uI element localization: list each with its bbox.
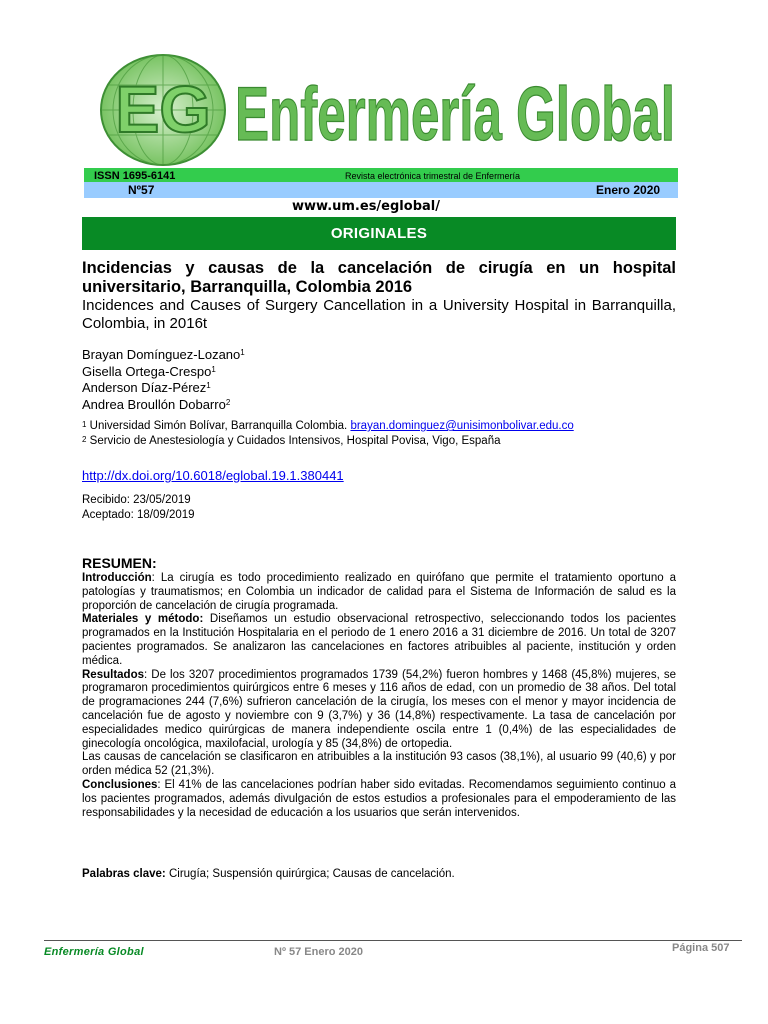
issue-number: Nº57 [128, 183, 155, 197]
issue-bar [84, 182, 678, 198]
journal-subtitle: Revista electrónica trimestral de Enfermería [345, 171, 521, 181]
author: Brayan Domínguez-Lozano$^1$ [82, 347, 245, 362]
received-date: Recibido: 23/05/2019 [82, 494, 191, 506]
author-list [82, 347, 482, 413]
doi-link[interactable]: http://dx.doi.org/10.6018/eglobal.19.1.380441 [82, 468, 344, 483]
journal-url[interactable]: www.um.es/eglobal/ [292, 199, 440, 214]
affiliation: $^1$ Universidad Simón Bolívar, Barranquilla Colombia. brayan.dominguez@unisimonbolivar.edu.co [82, 420, 574, 432]
globe-logo-icon [96, 50, 231, 168]
affiliation: $^2$ Servicio de Anestesiología y Cuidados Intensivos, Hospital Povisa, Vigo, España [82, 435, 501, 447]
page-number: Página 507 [672, 942, 730, 954]
author-email-link[interactable]: brayan.dominguez@unisimonbolivar.edu.co [350, 420, 574, 432]
footer-journal-name: Enfermería Global [44, 946, 144, 958]
title-english: Incidences and Causes of Surgery Cancellation in a University Hospital in Barranquilla, Colombia, in 2016t [82, 297, 676, 332]
section-heading: ORIGINALES [82, 217, 676, 250]
accepted-date: Aceptado: 18/09/2019 [82, 508, 195, 521]
abstract-introduction: Introducción: La cirugía es todo procedimiento realizado en quirófano que permite el tratamiento oportuno a patologías y traumatismos; en Colombia un indicador de calidad para el Sistema de Información de salud es la proporción de cancelación de cirugía programada. [82, 572, 676, 612]
logo-initials: EG [115, 72, 211, 146]
journal-wordmark [232, 44, 678, 168]
abstract-heading: RESUMEN: [82, 555, 157, 571]
issn: ISSN 1695-6141 [94, 170, 176, 182]
author: Andrea Broullón Dobarro$^2$ [82, 396, 231, 412]
title-spanish: Incidencias y causas de la cancelación de cirugía en un hospital universitario, Barranquilla, Colombia 2016 [82, 259, 676, 296]
footer-issue: Nº 57 Enero 2020 [274, 946, 364, 958]
abstract-body [82, 572, 676, 820]
abstract-results-causes: Las causas de cancelación se clasificaron en atribuibles a la institución 93 casos (38,1%), al usuario 99 (40,6) y por orden médica 52 (21,3%). [82, 751, 676, 778]
affiliations [82, 419, 682, 449]
issue-date: Enero 2020 [596, 183, 661, 197]
journal-name: Enfermería Global [235, 72, 675, 157]
footer-divider [44, 940, 742, 941]
abstract-methods: Materiales y método: Diseñamos un estudio observacional retrospectivo, seleccionando todos los pacientes programados en la Institución Hospitalaria en el periodo de 1 enero 2016 a 31 diciembre de 2016. Un total de 3207 pacientes programados. Se analizaron las cancelaciones en factores atribuibles al paciente, institución y orden médica. [82, 613, 676, 667]
author: Anderson Díaz-Pérez$^1$ [82, 380, 211, 395]
abstract-conclusions: Conclusiones: El 41% de las cancelaciones podrían haber sido evitadas. Recomendamos seguimiento continuo a los pacientes programados, además divulgación de estos estudios a profesionales para el empoderamiento de las responsabilidades y la necesidad de educación a los usuarios que serán intervenidos. [82, 778, 676, 819]
abstract-results: Resultados: De los 3207 procedimientos programados 1739 (54,2%) fueron hombres y 1468 (45,8%) mujeres, se programaron procedimientos quirúrgicos entre 6 meses y 116 años de edad, con un promedio de 38 años. Del total de programaciones 244 (7,6%) sufrieron cancelación de la cirugía, los meses con el menor y mayor incidencia de cancelación fue de agosto y noviembre con 9 (3,7%) y 36 (14,8%) respectivamente. La tasa de cancelación por especialidades medico quirúrgicas de manera independiente oscila entre 1 (0,4%) de las especialidades de ginecología oncológica, maxilofacial, urología y 85 (34,8%) de ortopedia. [82, 668, 676, 750]
submission-dates [82, 493, 195, 522]
keywords: Palabras clave: Cirugía; Suspensión quirúrgica; Causas de cancelación. [82, 868, 455, 880]
author: Gisella Ortega-Crespo$^1$ [82, 363, 216, 379]
